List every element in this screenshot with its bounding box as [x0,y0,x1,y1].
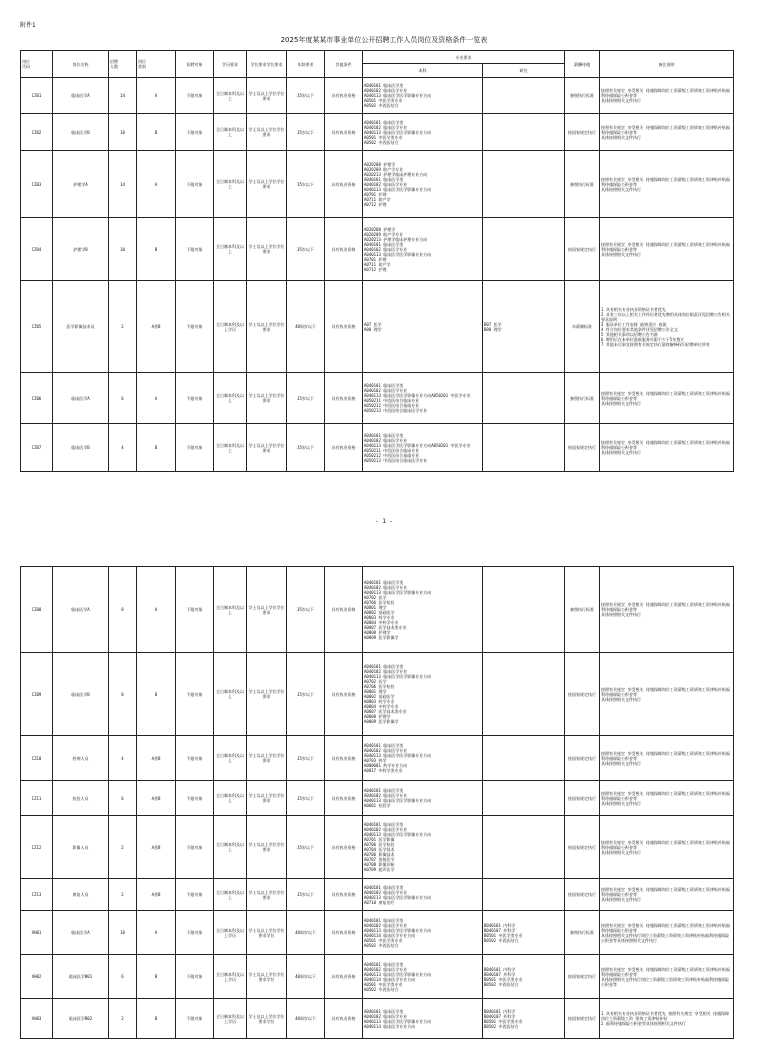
degree-cell: 学士及以上学位学位要求学位 [247,911,287,955]
salary-cell: 年薪制标准 [565,281,600,373]
post-name-cell: 医学影像技术员 [53,281,109,373]
post-name-cell: 临床医学B01 [53,955,109,999]
header-post-name: 岗位名称 [53,51,109,78]
salary-cell: 按国家规定执行 [565,816,600,879]
age-cell: 35岁以下 [287,653,325,736]
education-cell: 全日制本科及以上 [214,114,247,151]
major-postgrad-cell [483,781,565,816]
major-undergrad-cell: A020208 护理学 A020209 助产学专业 A020213 护理学临床护理专业方向 A040101 临床医学类 A040102 临床医学专业 A040113 临床医学医学影像专业方向 A0701 护理 A0711 助产学 A0712 护理 [363,218,483,281]
header-other: 其他条件 [325,51,363,78]
major-postgrad-cell [483,424,565,472]
header-education: 学历要求 [214,51,247,78]
post-code-cell: CZ13 [21,879,53,911]
header-degree: 学位要求学位要求 [247,51,287,78]
degree-cell: 学士及以上学位学位要求 [247,78,287,114]
target-cell: 不限对象 [176,151,214,218]
post-name-cell: 护理学A [53,151,109,218]
education-cell: 全日制本科及以上 [214,78,247,114]
category-cell: A类B [137,736,176,781]
major-postgrad-cell [483,78,565,114]
table-row [21,781,734,816]
age-cell: 40周岁以下 [287,955,325,999]
degree-cell: 学士及以上学位学位要求 [247,781,287,816]
category-cell: B [137,218,176,281]
major-postgrad-cell [483,879,565,911]
count-cell: 8 [109,567,137,653]
category-cell: A [137,911,176,955]
other-cell: 具有执业资格 [325,816,363,879]
major-undergrad-cell: A040101 临床医学类 A040102 临床医学专业 A040113 临床医学医学影像专业方向 A0601 检验学 [363,781,483,816]
age-cell: 40周岁以下 [287,999,325,1039]
post-code-cell: XH01 [21,911,53,955]
category-cell: A类B [137,816,176,879]
salary-cell: 按国家规定执行 [565,653,600,736]
category-cell: B [137,955,176,999]
age-cell: 35岁以下 [287,218,325,281]
target-cell: 不限对象 [176,955,214,999]
other-cell: 具有执业资格 [325,114,363,151]
table-row [21,736,734,781]
major-undergrad-cell: A040101 临床医学类 A040102 临床医学专业 A040113 临床医学医学影像专业方向 A0702 医学 A0706 医学检验 A0801 理学 A0802 基础医学 A0803 药学专业 A0804 中药学专业 A0807 医学技术类专业 A0808 护理学 A0809 医学影像学 [363,653,483,736]
count-cell: 10 [109,218,137,281]
post-code-cell: CZ12 [21,816,53,879]
category-cell: B [137,424,176,472]
remark-cell: 按照有关规定 享受相关 待遇保障岗位工资薪级工资绩效工资津贴补贴福利待遇保险公积金等 具体按照相关文件执行 [600,567,734,653]
major-postgrad-cell [483,114,565,151]
remark-cell: 1 具有相关专业执业资格证书者优先 按照有关规定 享受相关 待遇保障岗位工资薪级工资 绩效工资津贴补贴 2 福利待遇保险公积金等具体按照相关文件执行 [600,999,734,1039]
count-cell: 6 [109,955,137,999]
salary-cell: 按国家规定执行 [565,218,600,281]
count-cell: 4 [109,736,137,781]
table-row [21,911,734,955]
post-name-cell: 临床医学A [53,373,109,424]
category-cell: A [137,567,176,653]
other-cell: 具有执业资格 [325,653,363,736]
age-cell: 35岁以下 [287,781,325,816]
table-row [21,955,734,999]
degree-cell: 学士及以上学位学位要求 [247,151,287,218]
major-undergrad-cell: A040101 临床医学类 A040102 临床医学专业 A040113 临床医学医学影像专业方向A050201 中医学专业 A050211 中西医结合临床专业 A050212 中西医结合基础专业 A050213 中西医结合临床医学专业 [363,424,483,472]
document-title: 2025年度某某市事业单位公开招聘工作人员岗位及资格条件一览表 [280,36,488,44]
major-postgrad-cell [483,567,565,653]
category-cell: B [137,114,176,151]
post-code-cell: CZ01 [21,78,53,114]
category-cell: A类B [137,281,176,373]
post-code-cell: CZ11 [21,781,53,816]
major-postgrad-cell: B040101 内科学 B040107 外科学 B0501 中医学类专业 B0502 中西医结合 [483,911,565,955]
count-cell: 4 [109,424,137,472]
age-cell: 35岁以下 [287,78,325,114]
major-undergrad-cell: A020208 护理学 A020209 助产学专业 A020213 护理学临床护理专业方向 A040101 临床医学类 A040102 临床医学专业 A040113 临床医学医学影像专业方向 A0701 护理 A0711 助产学 A0712 护理 [363,151,483,218]
age-cell: 35岁以下 [287,424,325,472]
remark-cell: 按照有关规定 享受相关 待遇保障岗位工资薪级工资绩效工资津贴补贴福利待遇保险公积金等 具体按照相关文件执行 [600,373,734,424]
post-name-cell: 临床医学A [53,567,109,653]
post-name-cell: 临床医学A [53,911,109,955]
age-cell: 40周岁以下 [287,911,325,955]
other-cell: 具有执业资格 [325,78,363,114]
header-major-undergrad: 本科 [363,64,483,78]
other-cell: 具有执业资格 [325,281,363,373]
table-body-part2 [21,567,734,1039]
remark-cell: 按照有关规定 享受相关 待遇保障岗位工资薪级工资绩效工资津贴补贴福利待遇保险公积金等 具体按照相关文件执行 [600,424,734,472]
other-cell: 具有执业资格 [325,999,363,1039]
post-code-cell: CZ06 [21,373,53,424]
degree-cell: 学士及以上学位学位要求 [247,736,287,781]
table-row [21,567,734,653]
table-row [21,879,734,911]
target-cell: 不限对象 [176,911,214,955]
age-cell: 35岁以下 [287,816,325,879]
remark-cell: 按照有关规定 享受相关 待遇保障岗位工资薪级工资绩效工资津贴补贴福利待遇保险公积金等 具体按照相关文件执行 [600,781,734,816]
remark-cell: 1 具有相关专业执业资格证书者优先 2 具有三年以上相关工作经历者优先聘用具体岗位职责详见招聘公告相关要求说明 3 服从单位工作安排 能够适应 夜班 4 符合岗位要求其他条件详见招聘公告全文 5 其他相关事项以招聘公告为准 6 聘用后在本单位最低服务年限不少于5年签订 7 其他未尽事宜按照有关规定执行最终解释权归招聘单位所有 [600,281,734,373]
education-cell: 全日制本科及以上 [214,218,247,281]
salary-cell: 按国家规定执行 [565,955,600,999]
target-cell: 不限对象 [176,78,214,114]
header-target: 招聘对象 [176,51,214,78]
education-cell: 全日制本科及以上 [214,879,247,911]
salary-cell: 参照执行标准 [565,567,600,653]
count-cell: 2 [109,281,137,373]
other-cell: 具有执业资格 [325,911,363,955]
count-cell: 14 [109,151,137,218]
education-cell: 全日制本科及以上 [214,373,247,424]
post-code-cell: XH03 [21,999,53,1039]
header-post-code: 岗位 代码 [21,51,53,78]
major-undergrad-cell: A040101 临床医学类 A040102 临床医学专业 A040113 临床医学医学影像专业方向 A040114 临床医学专业方向 A0501 中医学类专业 A0502 中西医结合 [363,955,483,999]
remark-cell: 按照有关规定 享受相关 待遇保障岗位工资薪级工资绩效工资津贴补贴福利待遇保险公积金等 具体按照相关文件执行 [600,816,734,879]
target-cell: 不限对象 [176,218,214,281]
salary-cell: 按国家规定执行 [565,736,600,781]
other-cell: 具有执业资格 [325,151,363,218]
post-code-cell: CZ09 [21,653,53,736]
count-cell: 10 [109,114,137,151]
salary-cell: 按国家规定执行 [565,781,600,816]
table-row [21,151,734,218]
education-cell: 全日制本科及以上 [214,151,247,218]
post-code-cell: CZ03 [21,151,53,218]
major-postgrad-cell: B07 医学 B08 理学 [483,281,565,373]
target-cell: 不限对象 [176,999,214,1039]
post-name-cell: 检验人员 [53,781,109,816]
header-age: 年龄要求 [287,51,325,78]
degree-cell: 学士及以上学位学位要求 [247,373,287,424]
target-cell: 不限对象 [176,781,214,816]
post-code-cell: CZ08 [21,567,53,653]
major-undergrad-cell: A040101 临床医学类 A040102 临床医学专业 A040113 临床医学医学影像专业方向 A0710 康复治疗 [363,879,483,911]
salary-cell: 参照执行标准 [565,911,600,955]
post-code-cell: CZ07 [21,424,53,472]
major-undergrad-cell: A040101 临床医学类 A040102 临床医学专业 A040113 临床医学医学影像专业方向 A040114 临床医学专业方向 A0501 中医学类专业 A0502 中西医结合 [363,911,483,955]
education-cell: 全日制本科及以上学历 [214,999,247,1039]
post-name-cell: 临床医学B [53,424,109,472]
education-cell: 全日制本科及以上 [214,736,247,781]
major-postgrad-cell [483,816,565,879]
remark-cell: 按照有关规定 享受相关 待遇保障岗位工资薪级工资绩效工资津贴补贴福利待遇保险公积金等 具体按照相关文件执行 [600,653,734,736]
education-cell: 全日制本科及以上 [214,567,247,653]
post-name-cell: 临床医学B02 [53,999,109,1039]
major-undergrad-cell: A040101 临床医学类 A040102 临床医学专业 A040113 临床医学医学影像专业方向 A0702 医学 A0706 医学检验 A0801 理学 A0802 基础医学 A0803 药学专业 A0804 中药学专业 A0807 医学技术类专业 A0808 护理学 A0809 医学影像学 [363,567,483,653]
count-cell: 6 [109,781,137,816]
category-cell: A类B [137,879,176,911]
age-cell: 35岁以下 [287,151,325,218]
education-cell: 全日制本科及以上 [214,816,247,879]
post-code-cell: CZ04 [21,218,53,281]
major-undergrad-cell: A040101 临床医学类 A040102 临床医学专业 A040113 临床医学医学影像专业方向 A040114 临床医学专业方向 [363,999,483,1039]
major-undergrad-cell: A040101 临床医学类 A040102 临床医学专业 A040113 临床医学医学影像专业方向 A0501 中医学类专业 A0502 中西医结合 [363,78,483,114]
degree-cell: 学士及以上学位学位要求 [247,816,287,879]
table-row [21,281,734,373]
category-cell: A类B [137,781,176,816]
salary-cell: 参照执行标准 [565,373,600,424]
table-row [21,78,734,114]
major-undergrad-cell: A040101 临床医学类 A040102 临床医学专业 A040113 临床医学医学影像专业方向 A0701 医学影像 A0706 医学检验 A0704 医学技术 A0706 影像技术 A0707 放射医学 A0708 影像诊断 A0709 超声医学 [363,816,483,879]
header-remark: 备注说明 [600,51,734,78]
other-cell: 具有执业资格 [325,373,363,424]
education-cell: 全日制本科及以上学历 [214,955,247,999]
target-cell: 不限对象 [176,114,214,151]
degree-cell: 学士及以上学位学位要求 [247,281,287,373]
remark-cell: 按照有关规定 享受相关 待遇保障岗位工资薪级工资绩效工资津贴补贴福利待遇保险公积金等 具体按照相关文件执行 [600,151,734,218]
header-salary: 薪酬待遇 [565,51,600,78]
other-cell: 具有执业资格 [325,424,363,472]
salary-cell: 按国家规定执行 [565,424,600,472]
age-cell: 40周岁以下 [287,281,325,373]
category-cell: A [137,151,176,218]
target-cell: 不限对象 [176,281,214,373]
target-cell: 不限对象 [176,567,214,653]
header-category: 岗位 类别 [137,51,176,78]
other-cell: 具有执业资格 [325,955,363,999]
table-row [21,114,734,151]
post-name-cell: 临床医学B [53,653,109,736]
header-count: 招聘 人数 [109,51,137,78]
recruitment-table-part1 [20,50,734,472]
degree-cell: 学士及以上学位学位要求 [247,218,287,281]
degree-cell: 学士及以上学位学位要求学位 [247,955,287,999]
post-name-cell: 药剂人员 [53,736,109,781]
education-cell: 全日制本科及以上 [214,424,247,472]
remark-cell: 按照有关规定 享受相关 待遇保障岗位工资薪级工资绩效工资津贴补贴福利待遇保险公积金等 具体按照相关文件执行 [600,218,734,281]
degree-cell: 学士及以上学位学位要求 [247,653,287,736]
attachment-label: 附件1 [20,22,36,29]
post-name-cell: 护理学B [53,218,109,281]
remark-cell: 按照有关规定 享受相关 待遇保障岗位工资薪级工资绩效工资津贴补贴福利待遇保险公积金等 具体按照相关文件执行岗位工资薪级工资绩效工资津贴补贴福利待遇保险公积金等具体按照相关文件执行 [600,911,734,955]
post-name-cell: 康复人员 [53,879,109,911]
count-cell: 2 [109,999,137,1039]
table-row [21,424,734,472]
major-postgrad-cell: B040101 内科学 B040107 外科学 B0501 中医学类专业 B0502 中西医结合 [483,955,565,999]
post-name-cell: 临床医学B [53,114,109,151]
target-cell: 不限对象 [176,816,214,879]
post-code-cell: CZ02 [21,114,53,151]
remark-cell: 按照有关规定 享受相关 待遇保障岗位工资薪级工资绩效工资津贴补贴福利待遇保险公积金等 具体按照相关文件执行 [600,78,734,114]
age-cell: 35岁以下 [287,373,325,424]
other-cell: 具有执业资格 [325,879,363,911]
count-cell: 2 [109,816,137,879]
education-cell: 全日制本科及以上 [214,653,247,736]
post-name-cell: 临床医学A [53,78,109,114]
other-cell: 具有执业资格 [325,567,363,653]
remark-cell: 按照有关规定 享受相关 待遇保障岗位工资薪级工资绩效工资津贴补贴福利待遇保险公积金等 具体按照相关文件执行岗位工资薪级工资绩效工资津贴补贴福利待遇保险公积金等 [600,955,734,999]
category-cell: B [137,653,176,736]
education-cell: 全日制本科及以上 [214,781,247,816]
age-cell: 35岁以下 [287,114,325,151]
target-cell: 不限对象 [176,424,214,472]
header-major-group: 专业要求 [363,51,565,64]
other-cell: 具有执业资格 [325,218,363,281]
major-undergrad-cell: A040101 临床医学类 A040102 临床医学专业 A040113 临床医学医学影像专业方向 A0703 药学 A080601 药学专业方向 A0817 中药学类专业 [363,736,483,781]
education-cell: 全日制本科及以上学历 [214,911,247,955]
post-code-cell: CZ05 [21,281,53,373]
salary-cell: 按国家规定执行 [565,999,600,1039]
major-postgrad-cell: B040101 内科学 B040107 外科学 B0501 中医学类专业 B0502 中西医结合 [483,999,565,1039]
post-name-cell: 影像人员 [53,816,109,879]
remark-cell: 按照有关规定 享受相关 待遇保障岗位工资薪级工资绩效工资津贴补贴福利待遇保险公积金等 具体按照相关文件执行 [600,114,734,151]
category-cell: A [137,373,176,424]
degree-cell: 学士及以上学位学位要求学位 [247,999,287,1039]
age-cell: 35岁以下 [287,879,325,911]
degree-cell: 学士及以上学位学位要求 [247,879,287,911]
post-code-cell: CZ10 [21,736,53,781]
major-postgrad-cell [483,151,565,218]
post-code-cell: XH02 [21,955,53,999]
category-cell: B [137,999,176,1039]
header-major-postgrad: 研究 [483,64,565,78]
recruitment-table-part2 [20,566,734,1039]
salary-cell: 按国家规定执行 [565,114,600,151]
target-cell: 不限对象 [176,373,214,424]
remark-cell: 按照有关规定 享受相关 待遇保障岗位工资薪级工资绩效工资津贴补贴福利待遇保险公积金等 具体按照相关文件执行 [600,879,734,911]
salary-cell: 参照执行标准 [565,78,600,114]
salary-cell: 按国家规定执行 [565,879,600,911]
other-cell: 具有执业资格 [325,736,363,781]
major-undergrad-cell: A07 医学 A08 理学 [363,281,483,373]
major-postgrad-cell [483,736,565,781]
table-row [21,999,734,1039]
count-cell: 2 [109,879,137,911]
age-cell: 35岁以下 [287,567,325,653]
category-cell: A [137,78,176,114]
count-cell: 14 [109,78,137,114]
count-cell: 8 [109,653,137,736]
major-postgrad-cell [483,653,565,736]
count-cell: 6 [109,373,137,424]
education-cell: 全日制本科及以上学历 [214,281,247,373]
remark-cell: 按照有关规定 享受相关 待遇保障岗位工资薪级工资绩效工资津贴补贴福利待遇保险公积金等 具体按照相关文件执行 [600,736,734,781]
count-cell: 10 [109,911,137,955]
table-row [21,373,734,424]
degree-cell: 学士及以上学位学位要求 [247,114,287,151]
table-row [21,816,734,879]
page-number: - 1 - [374,518,394,525]
major-postgrad-cell [483,218,565,281]
age-cell: 35岁以下 [287,736,325,781]
other-cell: 具有执业资格 [325,781,363,816]
major-postgrad-cell [483,373,565,424]
table-body-part1 [21,78,734,472]
target-cell: 不限对象 [176,653,214,736]
target-cell: 不限对象 [176,879,214,911]
target-cell: 不限对象 [176,736,214,781]
table-row [21,653,734,736]
degree-cell: 学士及以上学位学位要求 [247,424,287,472]
salary-cell: 参照执行标准 [565,151,600,218]
table-row [21,218,734,281]
degree-cell: 学士及以上学位学位要求 [247,567,287,653]
major-undergrad-cell: A040101 临床医学类 A040102 临床医学专业 A040113 临床医学医学影像专业方向A050201 中医学专业 A050211 中西医结合临床专业 A050212 中西医结合基础专业 A050213 中西医结合临床医学专业 [363,373,483,424]
major-undergrad-cell: A040101 临床医学类 A040102 临床医学专业 A040113 临床医学医学影像专业方向 A0501 中医学类专业 A0502 中西医结合 [363,114,483,151]
